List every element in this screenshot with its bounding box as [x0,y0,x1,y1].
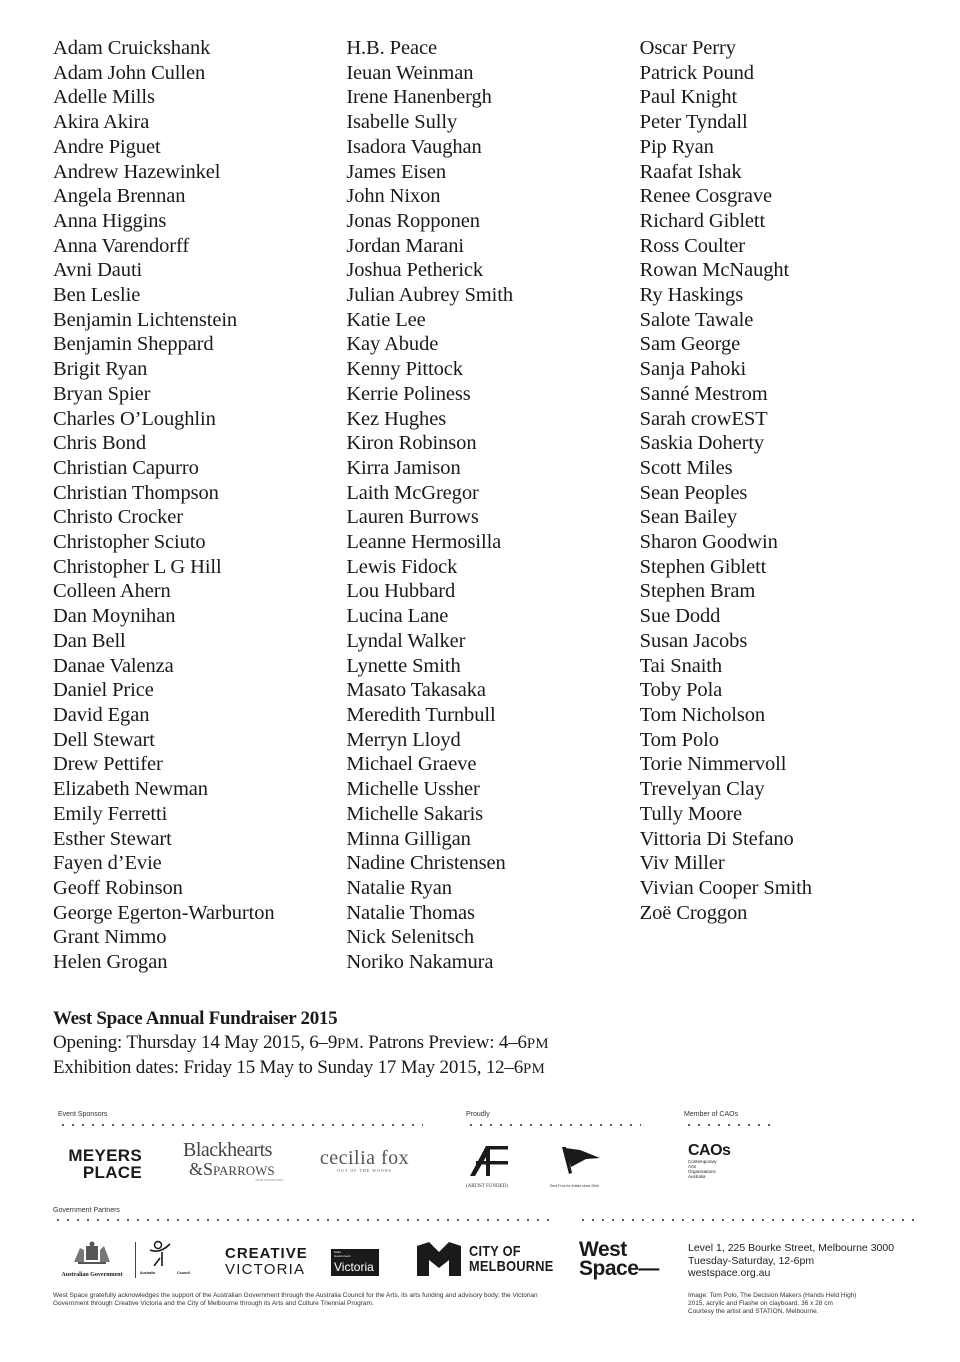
logo-subtext: Australia [688,1174,706,1179]
artist-name: Leanne Hermosilla [346,531,502,554]
artist-name: Adam Cruickshank [53,37,211,59]
venue-address: Level 1, 225 Bourke Street, Melbourne 3000 [688,1242,895,1254]
artist-name: Christopher L G Hill [53,555,222,578]
venue-website-link[interactable]: westspace.org.au [688,1267,771,1279]
acknowledgement-text: West Space gratefully acknowledges the support of the Australian Government through the Australia Council for the Arts, its arts funding and advisory body; the Victorian Government through Creative Victoria and the City of Melbourne through its Arts and Culture Triennial Program. [53,1292,538,1307]
artist-name: Joshua Petherick [346,259,484,282]
artist-name: John Nixon [346,185,441,208]
artist-name: Paul Knight [639,86,738,109]
logo-divider [135,1242,136,1278]
artist-name: Ben Leslie [53,284,141,307]
artist-name: Angela Brennan [53,185,186,208]
artist-name: Lucina Lane [346,605,449,628]
artist-name: Lyndal Walker [346,629,466,652]
artist-name: Elizabeth Newman [53,778,208,801]
credit-line: 2015, acrylic and Flashe on clayboard, 36 x 28 cm [688,1300,833,1307]
divider-dots [578,1219,918,1221]
artist-name: Torie Nimmervoll [639,753,787,776]
artist-name: Lewis Fidock [346,555,458,578]
credit-line: Courtesy the artist and STATION, Melbourne. [688,1308,819,1315]
artist-name: Ieuan Weinman [346,61,474,84]
logo-text: West [579,1238,627,1261]
event-exhibition-dates: Exhibition dates: Friday 15 May to Sunday 17 May 2015, 12–6PM [53,1057,546,1078]
artist-name: Tom Polo [639,728,719,751]
artist-name: Michelle Ussher [346,778,480,801]
artist-name: Isabelle Sully [346,111,458,134]
artist-name: Toby Pola [639,679,723,702]
victoria-state-government-logo [331,1249,379,1276]
divider-dots [53,1219,553,1221]
divider-dots [466,1124,641,1126]
artist-name: Vivian Cooper Smith [639,876,812,899]
artist-name: Esther Stewart [53,827,172,850]
coat-of-arms-icon [70,1240,114,1266]
logo-text: Blackhearts [183,1139,272,1161]
artist-name: Christo Crocker [53,506,184,529]
artist-name: Peter Tyndall [639,111,748,134]
logo-subtext: Council [177,1271,190,1275]
logo-text: CAOs [688,1142,731,1159]
logo-subtext: OUT OF THE WOODS [337,1168,392,1173]
artist-name: Oscar Perry [639,37,736,59]
artist-name: Kez Hughes [346,407,447,430]
artist-name: Rowan McNaught [639,259,790,282]
artist-name: Katie Lee [346,308,426,331]
artist-name: H.B. Peace [346,37,437,59]
divider-dots [58,1124,423,1126]
logo-caption: Australian Government [61,1272,123,1278]
melbourne-m-icon [417,1242,461,1276]
logo-caption: Rent Free for Artists since 20## [550,1184,600,1188]
artist-name: Emily Ferretti [53,802,168,825]
logo-text: MEYERS [68,1146,142,1165]
artist-name: Danae Valenza [53,654,174,677]
logo-text: VICTORIA [225,1261,306,1278]
artist-name: Kenny Pittock [346,358,463,381]
government-partners-label: Government Partners [53,1207,120,1214]
artist-name: Lauren Burrows [346,506,479,529]
artist-name: Julian Aubrey Smith [346,284,513,307]
logo-subtext: State [334,1250,342,1254]
artist-name: Michael Graeve [346,753,477,776]
artist-name: Zoë Croggon [639,901,748,924]
artist-name: Laith McGregor [346,481,479,504]
artist-name: Lou Hubbard [346,580,456,603]
artist-name: Stephen Giblett [639,555,767,578]
logo-subtext: Government [334,1253,351,1258]
logo-text: cecilia fox [319,1147,410,1169]
artist-name: Brigit Ryan [53,358,148,381]
artist-name: Helen Grogan [53,951,168,974]
artist-name: Michelle Sakaris [346,802,484,825]
artist-name: Sanné Mestrom [639,382,768,405]
flag-icon [560,1145,604,1175]
artist-name: Nadine Christensen [346,852,506,875]
artist-name: Akira Akira [53,111,150,134]
artist-name: Natalie Ryan [346,876,452,899]
artist-name: Sanja Pahoki [639,358,747,381]
artist-name: Salote Tawale [639,308,754,331]
logo-subtext: Arts [688,1164,697,1169]
event-opening: Opening: Thursday 14 May 2015, 6–9PM. Patrons Preview: 4–6PM [53,1032,549,1053]
artist-name: Sean Bailey [639,506,738,529]
logo-text: MELBOURNE [469,1258,554,1275]
artist-name: Christian Thompson [53,481,219,504]
proudly-label: Proudly [466,1111,490,1118]
image-credit [688,1292,918,1316]
artist-name: David Egan [53,703,150,726]
logo-subtext: WINE PURVEYORS [255,1178,283,1182]
artist-name: Scott Miles [639,456,733,479]
artist-name: Tom Nicholson [639,703,766,726]
artist-name: Viv Miller [639,852,725,875]
artist-name: Trevelyan Clay [639,778,765,801]
artist-name: Pip Ryan [639,135,714,158]
cecilia-fox-logo [312,1148,417,1173]
city-of-melbourne-logo [417,1242,568,1276]
artist-name: Dan Bell [53,629,126,652]
logo-subtext: Contemporary [688,1159,717,1164]
artist-name: Natalie Thomas [346,901,475,924]
artist-column-2 [346,36,639,975]
logo-text: PLACE [82,1163,142,1182]
logo-text: Space— [579,1257,659,1280]
artist-name: Susan Jacobs [639,629,748,652]
artist-name: Benjamin Sheppard [53,333,214,356]
artist-name: Ross Coulter [639,234,745,257]
artist-name: Nick Selenitsch [346,926,475,949]
artist-name: Avni Dauti [53,259,143,282]
artist-name: Minna Gilligan [346,827,471,850]
artist-name: Sam George [639,333,741,356]
artist-name: Charles O’Loughlin [53,407,216,430]
event-info [53,1007,549,1081]
artist-name: Renee Cosgrave [639,185,773,208]
artist-name: Christopher Sciuto [53,531,206,554]
australia-council-logo [140,1240,190,1275]
artist-name: Jonas Ropponen [346,209,480,232]
artist-name: Tai Snaith [639,654,723,677]
artist-name: Isadora Vaughan [346,135,482,158]
logo-caption [140,1271,190,1275]
venue-hours: Tuesday-Saturday, 12-6pm [688,1254,815,1267]
member-caos-label: Member of CAOs [684,1111,739,1118]
logo-text: CITY OF [469,1243,521,1260]
artist-name: Colleen Ahern [53,580,171,603]
artist-name: Tully Moore [639,802,743,825]
artist-name: Kerrie Poliness [346,382,471,405]
artist-name: Merryn Lloyd [346,728,461,751]
artist-name: James Eisen [346,160,446,183]
artist-name: Jordan Marani [346,234,465,257]
artist-name: Kiron Robinson [346,432,477,455]
blackhearts-sparrows-logo [183,1140,283,1182]
artist-name: Adelle Mills [53,86,155,109]
artist-name: Ry Haskings [639,284,744,307]
event-sponsors-label: Event Sponsors [58,1111,108,1118]
artist-funded-logo [466,1145,526,1189]
artist-name: Anna Higgins [53,209,167,232]
artist-name: Masato Takasaka [346,679,486,702]
artist-name: Benjamin Lichtenstein [53,308,238,331]
credit-line: Image: Tom Polo, The Decision Makers (Hands Held High) [688,1292,857,1299]
logo-text: CREATIVE [225,1245,308,1262]
artist-name: Irene Hanenbergh [346,86,492,109]
artist-name: Andrew Hazewinkel [53,160,221,183]
artist-column-3 [640,36,933,975]
artist-name: George Egerton-Warburton [53,901,275,924]
artist-name: Saskia Doherty [639,432,765,455]
logo-text: Victoria [334,1260,374,1274]
artist-name: Kirra Jamison [346,456,461,479]
artist-name: Anna Varendorff [53,234,190,257]
creative-victoria-logo [225,1246,308,1278]
artist-name: Christian Capurro [53,456,199,479]
logo-text: &Sparrows [189,1159,275,1179]
artist-name: Lynette Smith [346,654,461,677]
artist-name: Kay Abude [346,333,439,356]
artist-list [53,36,933,975]
artist-name: Richard Giblett [639,209,766,232]
artist-name: Fayen d’Evie [53,852,162,875]
artist-funded-icon [466,1145,514,1177]
artist-name: Sarah crowEST [639,407,768,430]
event-title: West Space Annual Fundraiser 2015 [53,1008,338,1029]
artist-name: Vittoria Di Stefano [639,827,794,850]
artist-name: Geoff Robinson [53,876,183,899]
artist-name: Bryan Spier [53,382,151,405]
artist-name: Andre Piguet [53,135,161,158]
artist-name: Daniel Price [53,679,154,702]
artist-name: Adam John Cullen [53,61,206,84]
artist-name: Grant Nimmo [53,926,167,949]
artist-name: Patrick Pound [639,61,754,84]
logo-caption: (ARTIST FUNDED) [466,1184,508,1189]
artist-name: Meredith Turnbull [346,703,496,726]
artist-column-1 [53,36,346,975]
artist-name: Raafat Ishak [639,160,742,183]
artist-name: Dell Stewart [53,728,155,751]
artist-name: Sue Dodd [639,605,721,628]
rent-free-flag-logo [550,1145,630,1188]
artist-name: Sean Peoples [639,481,748,504]
west-space-logo [579,1240,659,1278]
artist-name: Chris Bond [53,432,146,455]
artist-name: Noriko Nakamura [346,951,494,974]
artist-name: Dan Moynihan [53,605,176,628]
artist-name: Stephen Bram [639,580,756,603]
logo-subtext: Australia [140,1271,155,1275]
artist-name: Drew Pettifer [53,753,163,776]
artist-name: Sharon Goodwin [639,531,778,554]
caos-logo [688,1143,730,1179]
logo-subtext: Organisations [688,1169,716,1174]
meyers-place-logo [58,1147,142,1181]
divider-dots [684,1124,774,1126]
venue-details [688,1242,894,1280]
australian-government-logo [52,1240,132,1278]
australia-council-icon [140,1240,180,1266]
